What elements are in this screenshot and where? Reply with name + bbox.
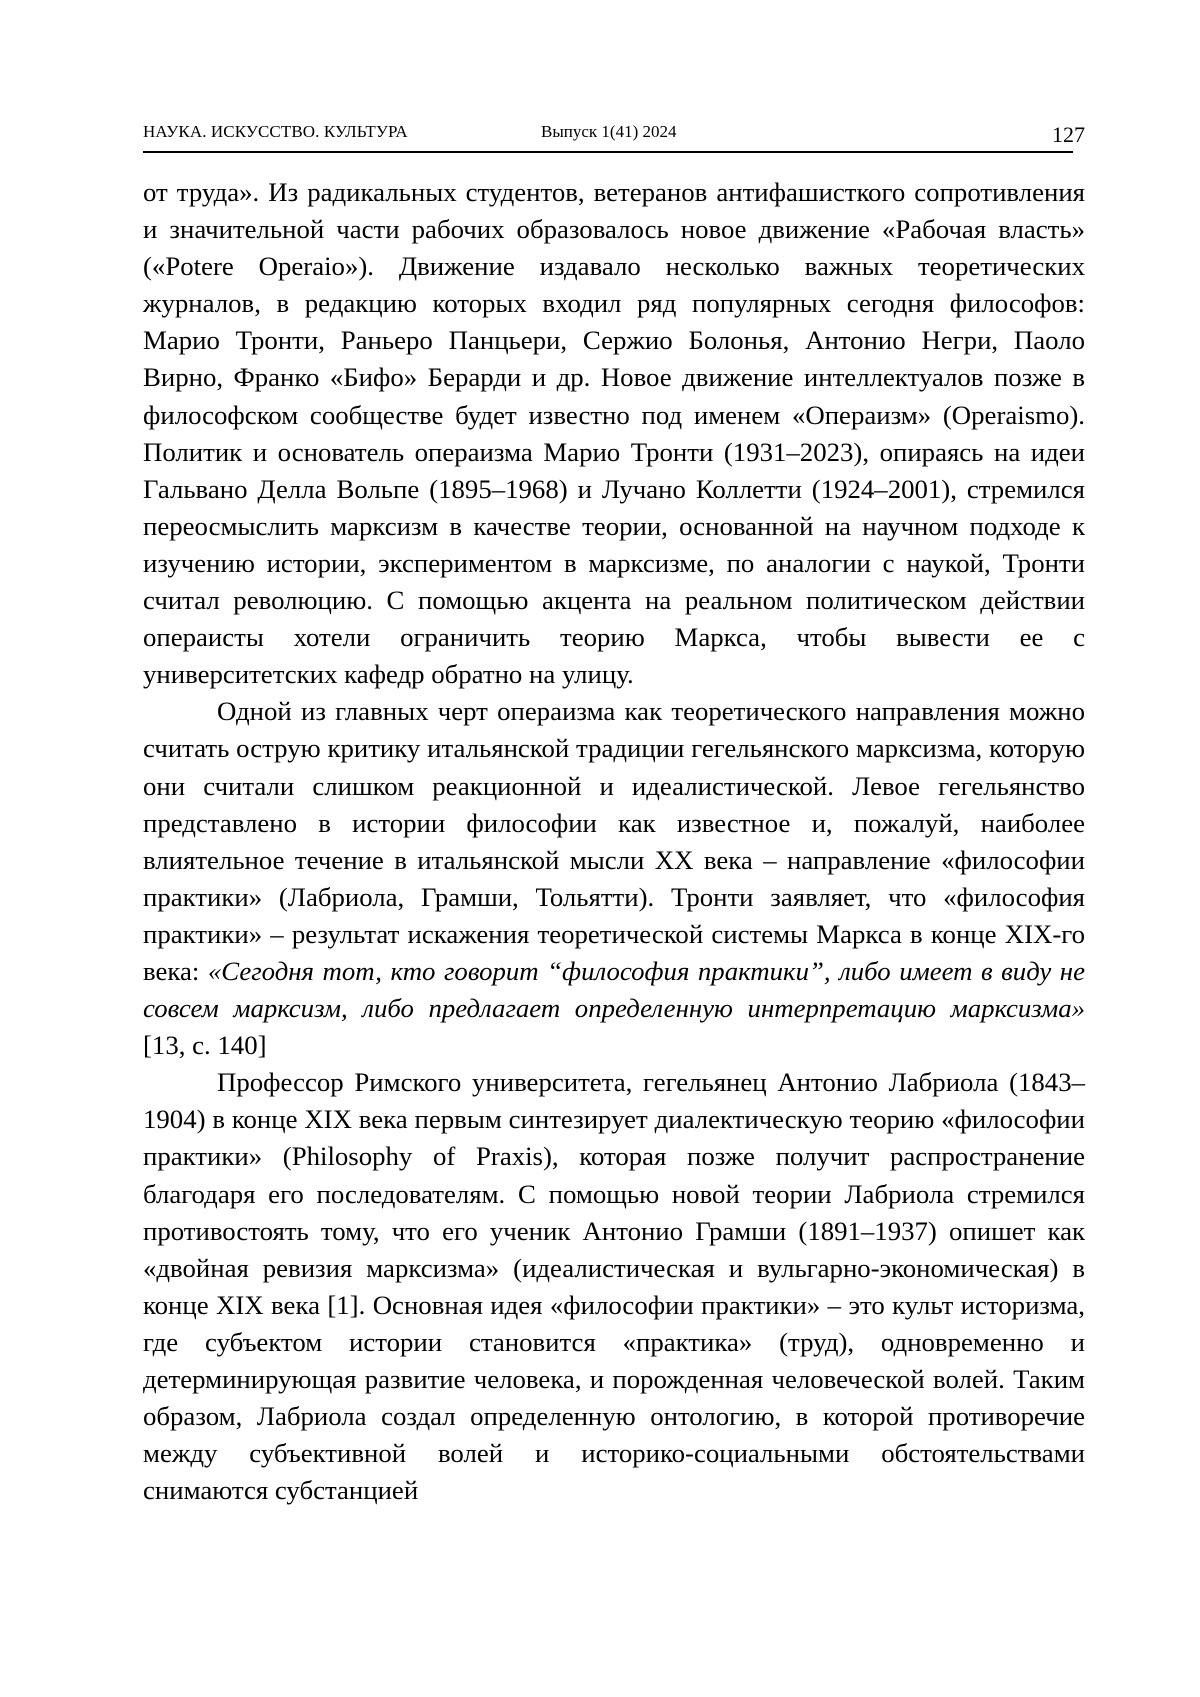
paragraph-2 bbox=[143, 693, 1085, 1064]
page-number: 127 bbox=[1052, 122, 1085, 148]
paragraph-1: от труда». Из радикальных студентов, ветеранов антифашисткого сопротивления и значительной части рабочих образовалось новое движение «Рабочая власть» («Potere Operaio»). Движение издавало несколько важных теоретических журналов, в редакцию которых входил ряд популярных сегодня философов: Марио Тронти, Раньеро Панцьери, Сержио Болонья, Антонио Негри, Паоло Вирно, Франко «Бифо» Берарди и др. Новое движение интеллектуалов позже в философском сообществе будет известно под именем «Операизм» (Operaismo). Политик и основатель операизма Марио Тронти (1931–2023), опираясь на идеи Гальвано Делла Вольпе (1895–1968) и Лучано Коллетти (1924–2001), стремился переосмыслить марксизм в качестве теории, основанной на научном подходе к изучению истории, экспериментом в марксизме, по аналогии с наукой, Тронти считал революцию. С помощью акцента на реальном политическом действии операисты хотели ограничить теорию Маркса, чтобы вывести ее с университетских кафедр обратно на улицу. bbox=[143, 174, 1085, 693]
issue-label: Выпуск 1(41) 2024 bbox=[541, 122, 677, 142]
header-divider bbox=[143, 151, 1073, 153]
tronti-quote: «Сегодня тот, кто говорит “философия практики”, либо имеет в виду не совсем марксизм, либо предлагает определенную интерпретацию марксизма» bbox=[143, 956, 1085, 1023]
article-body bbox=[143, 174, 1085, 1509]
paragraph-2-text: Одной из главных черт операизма как теоретического направления можно считать острую критику итальянской традиции гегельянского марксизма, которую они считали слишком реакционной и идеалистической. Левое гегельянство представлено в истории философии как известное и, пожалуй, наиболее влиятельное течение в итальянской мысли XX века – направление «философии практики» (Лабриола, Грамши, Тольятти). Тронти заявляет, что «философия практики» – результат искажения теоретической системы Маркса в конце XIX-го века: bbox=[143, 696, 1085, 986]
paragraph-3: Профессор Римского университета, гегельянец Антонио Лабриола (1843–1904) в конце XIX века первым синтезирует диалектическую теорию «философии практики» (Philosophy of Praxis), которая позже получит распространение благодаря его последователям. С помощью новой теории Лабриола стремился противостоять тому, что его ученик Антонио Грамши (1891–1937) опишет как «двойная ревизия марксизма» (идеалистическая и вульгарно-экономическая) в конце XIX века [1]. Основная идея «философии практики» – это культ историзма, где субъектом истории становится «практика» (труд), одновременно и детерминирующая развитие человека, и порожденная человеческой волей. Таким образом, Лабриола создал определенную онтологию, в которой противоречие между субъективной волей и историко-социальными обстоятельствами снимаются субстанцией bbox=[143, 1064, 1085, 1509]
journal-title: НАУКА. ИСКУССТВО. КУЛЬТУРА bbox=[143, 122, 408, 142]
citation-ref: [13, с. 140] bbox=[143, 1030, 267, 1060]
running-header bbox=[143, 118, 1085, 158]
